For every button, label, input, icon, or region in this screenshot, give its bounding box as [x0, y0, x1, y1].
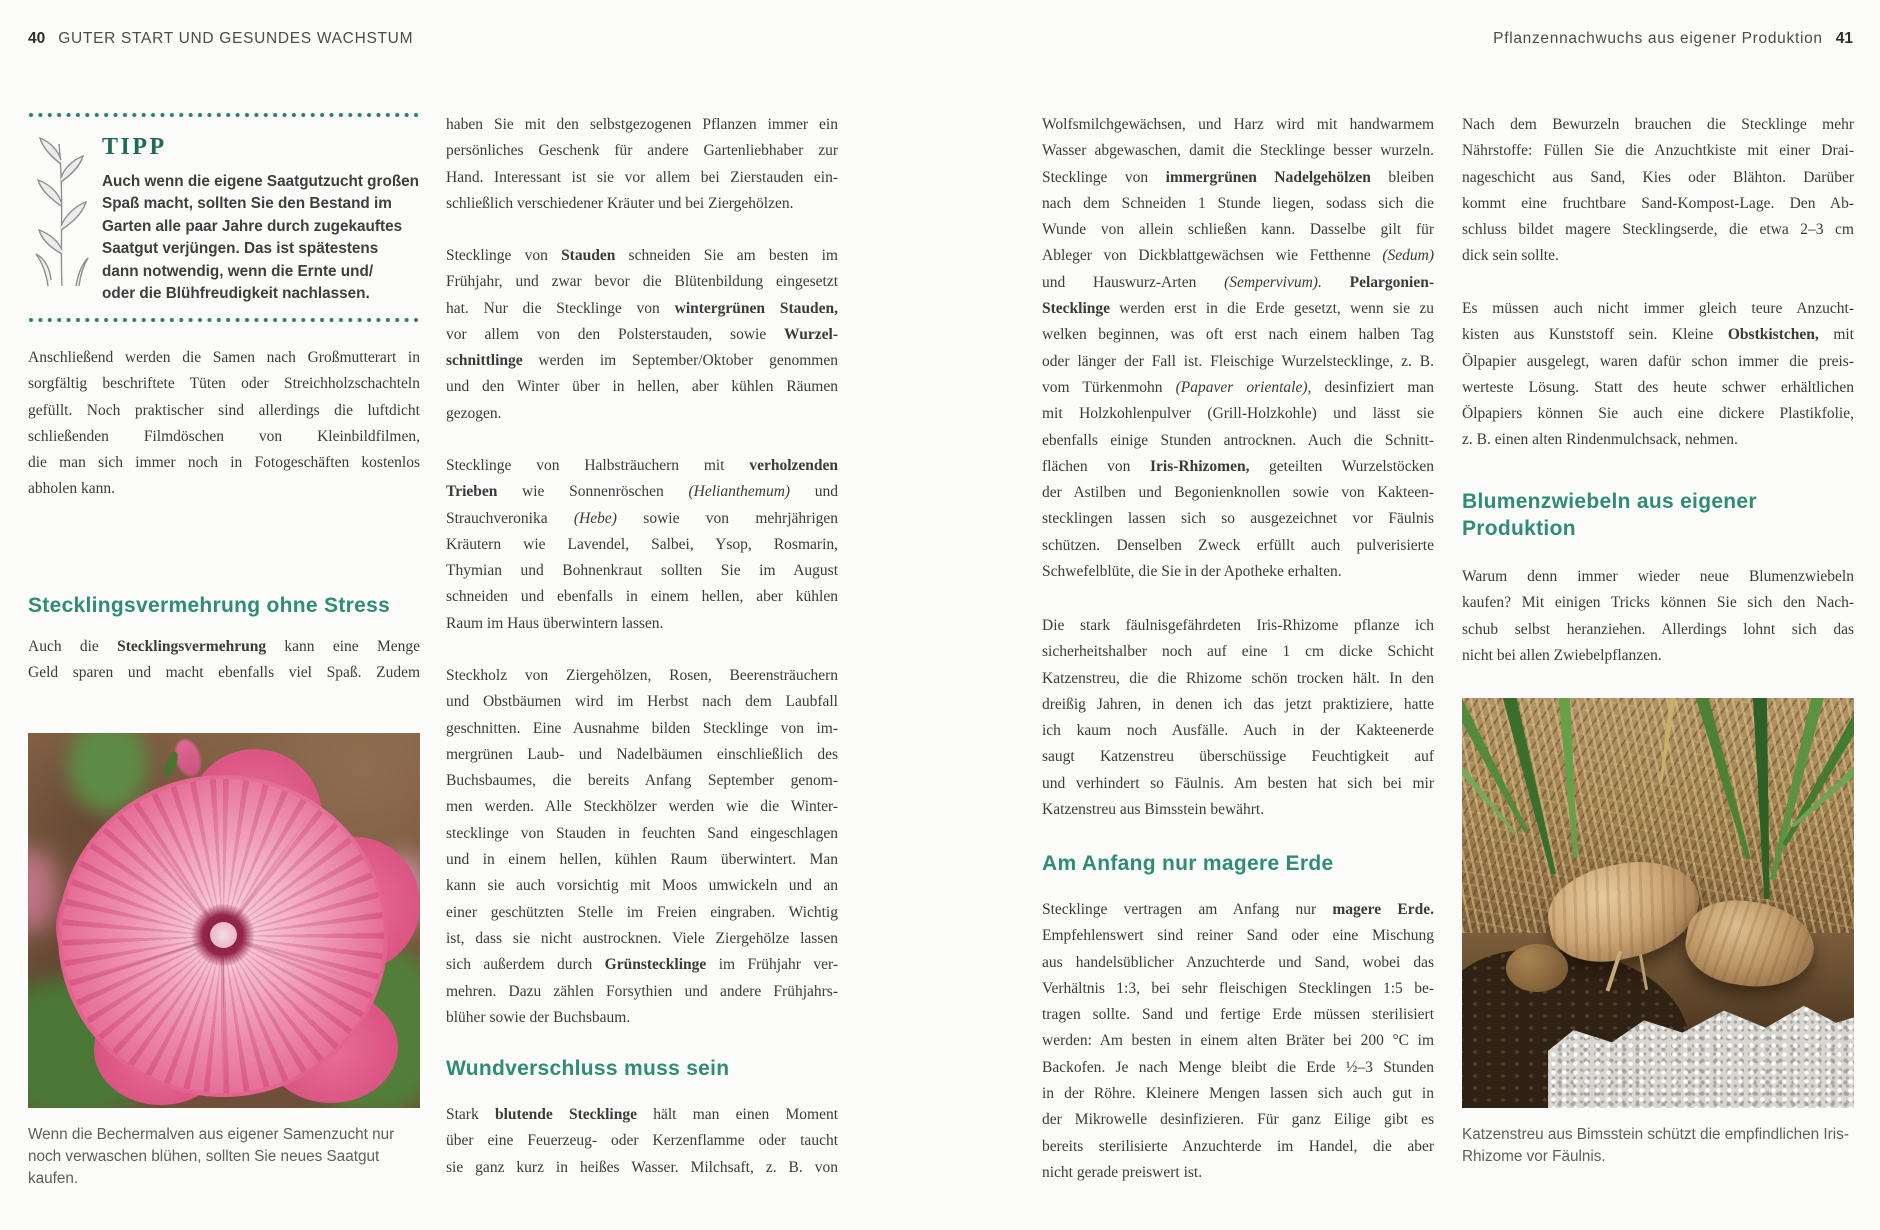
text-line: Stecklinge werden erst in die Erde gesetzt, wenn sie zu — [1042, 300, 1434, 318]
section-heading-lean-soil: Am Anfang nur magere Erde — [1042, 852, 1334, 875]
tip-box — [28, 112, 420, 323]
text-line: werden: Am besten in einem alten Bräter bei 200 °C im — [1042, 1032, 1434, 1050]
paragraph-gift — [446, 112, 838, 217]
text-line: sicherheitshalber noch auf eine 1 cm dicke Schicht — [1042, 643, 1434, 661]
text-line: Wunde von allein schließen kann. Dasselbe gilt für — [1042, 221, 1434, 239]
text-line: flächen von Iris-Rhizomen, geteilten Wurzelstöcken — [1042, 457, 1435, 475]
text-line: Hand. Interessant ist sie vor allem bei Zierstauden ein- — [446, 168, 838, 186]
text-line: vor allem von den Polsterstauden, sowie Wurzel- — [446, 325, 838, 343]
paragraph-perennial-cuttings — [446, 243, 838, 427]
text-line: der Astilben und Begonienknollen sowie von Kakteen- — [1042, 484, 1434, 502]
text-line: dann notwendig, wenn die Ernte und/ — [102, 262, 374, 280]
text-line: Nährstoffe: Füllen Sie die Anzuchtkiste mit einer Drai- — [1462, 142, 1854, 160]
text-line: schub selbst heranziehen. Allerdings lohnt sich das — [1462, 620, 1854, 638]
page-number-left: 40 — [28, 30, 46, 47]
column-1 — [28, 0, 420, 1230]
text-line: oder die Blühfreudigkeit nachlassen. — [102, 285, 370, 303]
text-line: Trieben wie Sonnenröschen (Helianthemum) und — [446, 483, 838, 501]
text-line: kisten aus Kunststoff sein. Kleine Obstkistchen, mit — [1462, 326, 1854, 344]
text-line: vom Türkenmohn (Papaver orientale), desinfiziert man — [1042, 378, 1435, 396]
text-line: Steckholz von Ziergehölzen, Rosen, Beerensträuchern — [446, 667, 838, 684]
paragraph-iris-catlitter — [1042, 613, 1434, 823]
text-line: und den Winter über in hellen, aber kühlen Räumen — [446, 378, 838, 396]
text-line: Stecklinge vertragen am Anfang nur magere Erde. — [1042, 901, 1434, 918]
text-line: dick sein sollte. — [1462, 247, 1559, 265]
column-4 — [1462, 0, 1854, 1230]
text-line: Garten alle paar Jahre durch zugekauftes — [102, 217, 403, 235]
text-line: Nach dem Bewurzeln brauchen die Stecklinge mehr — [1462, 116, 1854, 133]
tip-label: TIPP — [102, 134, 167, 160]
text-line: Thymian und Bohnenkraut sollten Sie im August — [446, 562, 838, 580]
text-line: Verhältnis 1:3, bei sehr fleischigen Stecklingen 1:5 be- — [1042, 979, 1434, 997]
text-line: sie ganz kurz in heißes Wasser. Milchsaft, z. B. von — [446, 1158, 838, 1176]
rhizome-photo — [1462, 698, 1854, 1108]
text-line: schließenden Filmdöschen von Kleinbildfilmen, — [28, 427, 420, 445]
text-line: Katzenstreu, die die Rhizome schön trocken hält. In den — [1042, 669, 1434, 687]
text-line: die man sich immer noch in Fotogeschäften kostenlos — [28, 454, 420, 472]
text-line: schnittlinge werden im September/Oktober genommen — [446, 352, 838, 370]
paragraph-subshrub-cuttings — [446, 453, 838, 637]
photo-caption: Wenn die Bechermalven aus eigener Samenzucht nur noch verwaschen blühen, sollten Sie neues Saatgut kaufen. — [28, 1126, 395, 1187]
text-line: Saatgut verjüngen. Das ist spätestens — [102, 240, 379, 258]
text-line: kaufen? Mit einigen Tricks können Sie sich den Nach- — [1462, 594, 1854, 612]
text-line: dreißig Jahren, in denen ich das jetzt praktiziere, hatte — [1042, 695, 1434, 713]
flower-stamen — [210, 922, 237, 948]
text-line: Frühjahr, und zwar bevor die Blütenbildung eingesetzt — [446, 273, 838, 291]
text-line: nicht gerade preiswert ist. — [1042, 1163, 1203, 1181]
text-line: kommt eine fruchtbare Sand-Kompost-Lage. Den Ab- — [1462, 194, 1854, 212]
text-line: schluss bildet magere Stecklingserde, die etwa 2–3 cm — [1462, 221, 1854, 239]
text-line: Stecklinge von immergrünen Nadelgehölzen bleiben — [1042, 168, 1434, 186]
text-line: Kräutern wie Lavendel, Salbei, Ysop, Rosmarin, — [446, 535, 838, 553]
text-line: gefüllt. Noch praktischer sind allerdings die luftdicht — [28, 401, 420, 419]
text-line: aus handelsüblicher Anzuchterde und Sand, wobei das — [1042, 953, 1434, 971]
section-heading-wound: Wundverschluss muss sein — [446, 1057, 730, 1080]
text-line: gezogen. — [446, 404, 502, 422]
text-line: sich außerdem durch Grünstecklinge im Frühjahr ver- — [446, 956, 838, 974]
text-line: hat. Nur die Stecklinge von wintergrünen Stauden, — [446, 299, 839, 317]
text-line: und in einem hellen, kühlen Raum überwintert. Man — [446, 851, 838, 869]
text-line: persönliches Geschenk für andere Gartenliebhaber zur — [446, 142, 838, 160]
text-line: ist, dass sie nicht austrocknen. Viele Ziergehölze lassen — [446, 929, 838, 947]
text-line: schneiden und ebenfalls in einem hellen, aber kühlen — [446, 588, 838, 606]
text-line: mehren. Dazu zählen Forsythien und andere Frühjahrs- — [446, 982, 838, 1000]
text-line: oder länger der Fall ist. Fleischige Wurzelstecklinge, z. B. — [1042, 352, 1434, 370]
text-line: mergrünen Laub- und Nadelbäumen einschließlich des — [446, 745, 838, 763]
text-line: Wolfsmilchgewächsen, und Harz wird mit handwarmem — [1042, 116, 1434, 133]
text-line: nageschicht aus Sand, Kies oder Blähton. Darüber — [1462, 168, 1854, 186]
tip-text — [102, 171, 419, 305]
text-line: mit Holzkohlenpulver (Grill-Holzkohle) und lässt sie — [1042, 405, 1434, 423]
text-line: einer geschützten Stelle im Freien eingraben. Wichtig — [446, 903, 838, 921]
paragraph-lean-soil — [1042, 897, 1434, 1186]
text-line: Raum im Haus überwintern lassen. — [446, 614, 664, 632]
text-line: Es müssen auch nicht immer gleich teure Anzucht- — [1462, 300, 1854, 317]
text-line: abholen kann. — [28, 480, 115, 498]
text-line: Geld sparen und macht ebenfalls viel Spaß. Zudem — [28, 664, 420, 682]
paragraph-bulbs-intro — [1462, 564, 1854, 669]
text-line: schützen. Denselben Zweck erfüllt auch pulverisierte — [1042, 536, 1434, 554]
section-heading-bulbs: Blumenzwiebeln aus eigener Produktion — [1462, 490, 1757, 540]
text-line: ebenfalls einige Stunden antrocknen. Auch die Schnitt- — [1042, 431, 1434, 449]
text-line: in der Röhre. Kleinere Mengen lassen sich auch gut in — [1042, 1085, 1434, 1103]
text-line: und Obstbäumen wird im Herbst nach dem Laubfall — [446, 693, 838, 711]
paragraph-seed-storage — [28, 345, 420, 503]
text-line: der Mikrowelle desinfizieren. Für ganz Eilige gibt es — [1042, 1111, 1434, 1129]
text-line: und Hauswurz-Arten (Sempervivum). Pelargonien- — [1042, 273, 1435, 291]
section-heading-cuttings: Stecklingsvermehrung ohne Stress — [28, 594, 391, 617]
text-line: ich kaum noch Ausfälle. Auch in der Kakteenerde — [1042, 722, 1434, 740]
text-line: geschnitten. Eine Ausnahme bilden Stecklinge von im- — [446, 719, 838, 737]
text-line: tragen sollte. Sand und fertige Erde müssen sterilisiert — [1042, 1006, 1434, 1024]
text-line: Auch die Stecklingsvermehrung kann eine Menge — [28, 638, 420, 655]
chapter-title-right: Pflanzennachwuchs aus eigener Produktion — [1493, 30, 1823, 47]
column-3 — [1042, 0, 1434, 1230]
text-line: welken beginnen, was oft erst nach einem halben Tag — [1042, 326, 1434, 344]
text-line: werteste Lösung. Statt des heute schwer erhältlichen — [1462, 378, 1854, 396]
text-line: kann sie auch vorsichtig mit Moos umwickeln und an — [446, 877, 838, 895]
text-line: Schwefelblüte, die Sie in der Apotheke erhalten. — [1042, 563, 1342, 581]
text-line: über eine Feuerzeug- oder Kerzenflamme oder taucht — [446, 1132, 838, 1150]
text-line: Stark blutende Stecklinge hält man einen Moment — [446, 1106, 839, 1123]
text-line: haben Sie mit den selbstgezogenen Pflanzen immer ein — [446, 116, 838, 133]
text-line: nicht bei allen Zwiebelpflanzen. — [1462, 646, 1662, 664]
text-line: Spaß macht, sollten Sie den Bestand im — [102, 195, 392, 213]
chapter-title-left: GUTER START UND GESUNDES WACHSTUM — [58, 30, 414, 47]
text-line: Ableger von Dickblattgewächsen wie Fetthenne (Sedum) — [1042, 247, 1434, 265]
text-line: Die stark fäulnisgefährdeten Iris-Rhizome pflanze ich — [1042, 617, 1434, 634]
text-line: Stecklinge von Halbsträuchern mit verholzenden — [446, 457, 838, 474]
text-line: saugt Katzenstreu überschüssige Feuchtigkeit auf — [1042, 748, 1434, 766]
text-line: Wasser abgewaschen, damit die Stecklinge besser wurzeln. — [1042, 142, 1434, 160]
paragraph-spurge-sealing — [1042, 112, 1434, 585]
paragraph-fruit-crates — [1462, 296, 1854, 454]
plant-sketch-icon — [28, 136, 94, 288]
page-number-right: 41 — [1835, 30, 1853, 47]
text-line: Ölpapier ausgelegt, waren dafür schon immer die preis- — [1462, 352, 1854, 370]
text-line: Anschließend werden die Samen nach Großmutterart in — [28, 349, 420, 366]
text-line: nach dem Schneiden 1 Stunde liegen, sodass sich die — [1042, 194, 1434, 212]
text-line: Warum denn immer wieder neue Blumenzwiebeln — [1462, 568, 1854, 585]
text-line: schließlich verschiedener Kräuter und bei Ziergehölzen. — [446, 194, 794, 212]
text-line: men werden. Alle Steckhölzer werden wie die Winter- — [446, 798, 838, 816]
text-line: Empfehlenswert sind reiner Sand oder eine Mischung — [1042, 927, 1434, 945]
text-line: Backofen. Je nach Menge bleibt die Erde ½–3 Stunden — [1042, 1058, 1434, 1076]
text-line: Auch wenn die eigene Saatgutzucht großen — [102, 173, 420, 190]
text-line: stecklinge von Stauden in feuchten Sand eingeschlagen — [446, 824, 838, 842]
text-line: z. B. einen alten Rindenmulchsack, nehmen. — [1462, 431, 1738, 449]
text-line: Stecklinge von Stauden schneiden Sie am besten im — [446, 247, 838, 264]
text-line: Buchsbaumes, die bereits Anfang September genom- — [446, 772, 838, 790]
paragraph-after-rooting — [1462, 112, 1854, 270]
text-line: und verhindert so Fäulnis. Am besten hat sich bei mir — [1042, 774, 1434, 792]
dotted-divider-bottom — [28, 317, 420, 323]
text-line: sorgfältig beschriftete Tüten oder Streichholzschachteln — [28, 375, 420, 393]
text-line: Katzenstreu aus Bimsstein bewährt. — [1042, 801, 1265, 819]
column-2 — [446, 0, 838, 1230]
text-line: Strauchveronika (Hebe) sowie von mehrjährigen — [446, 509, 839, 527]
text-line: Ölpapiers können Sie auch eine dickere Plastikfolie, — [1462, 405, 1854, 423]
text-line: stecklingen lassen sich so ausgezeichnet vor Fäulnis — [1042, 510, 1434, 528]
paragraph-bleeding-cuttings — [446, 1102, 838, 1181]
flower-photo — [28, 733, 420, 1108]
photo-caption: Katzenstreu aus Bimsstein schützt die empfindlichen Iris-Rhizome vor Fäulnis. — [1462, 1126, 1849, 1165]
paragraph-hardwood-cuttings — [446, 663, 838, 1031]
paragraph-cuttings-intro — [28, 634, 420, 687]
small-bulb — [1506, 944, 1568, 992]
text-line: bereits sterilisierte Anzuchterde im Handel, die aber — [1042, 1137, 1434, 1155]
text-line: blüher sowie der Buchsbaum. — [446, 1008, 631, 1026]
